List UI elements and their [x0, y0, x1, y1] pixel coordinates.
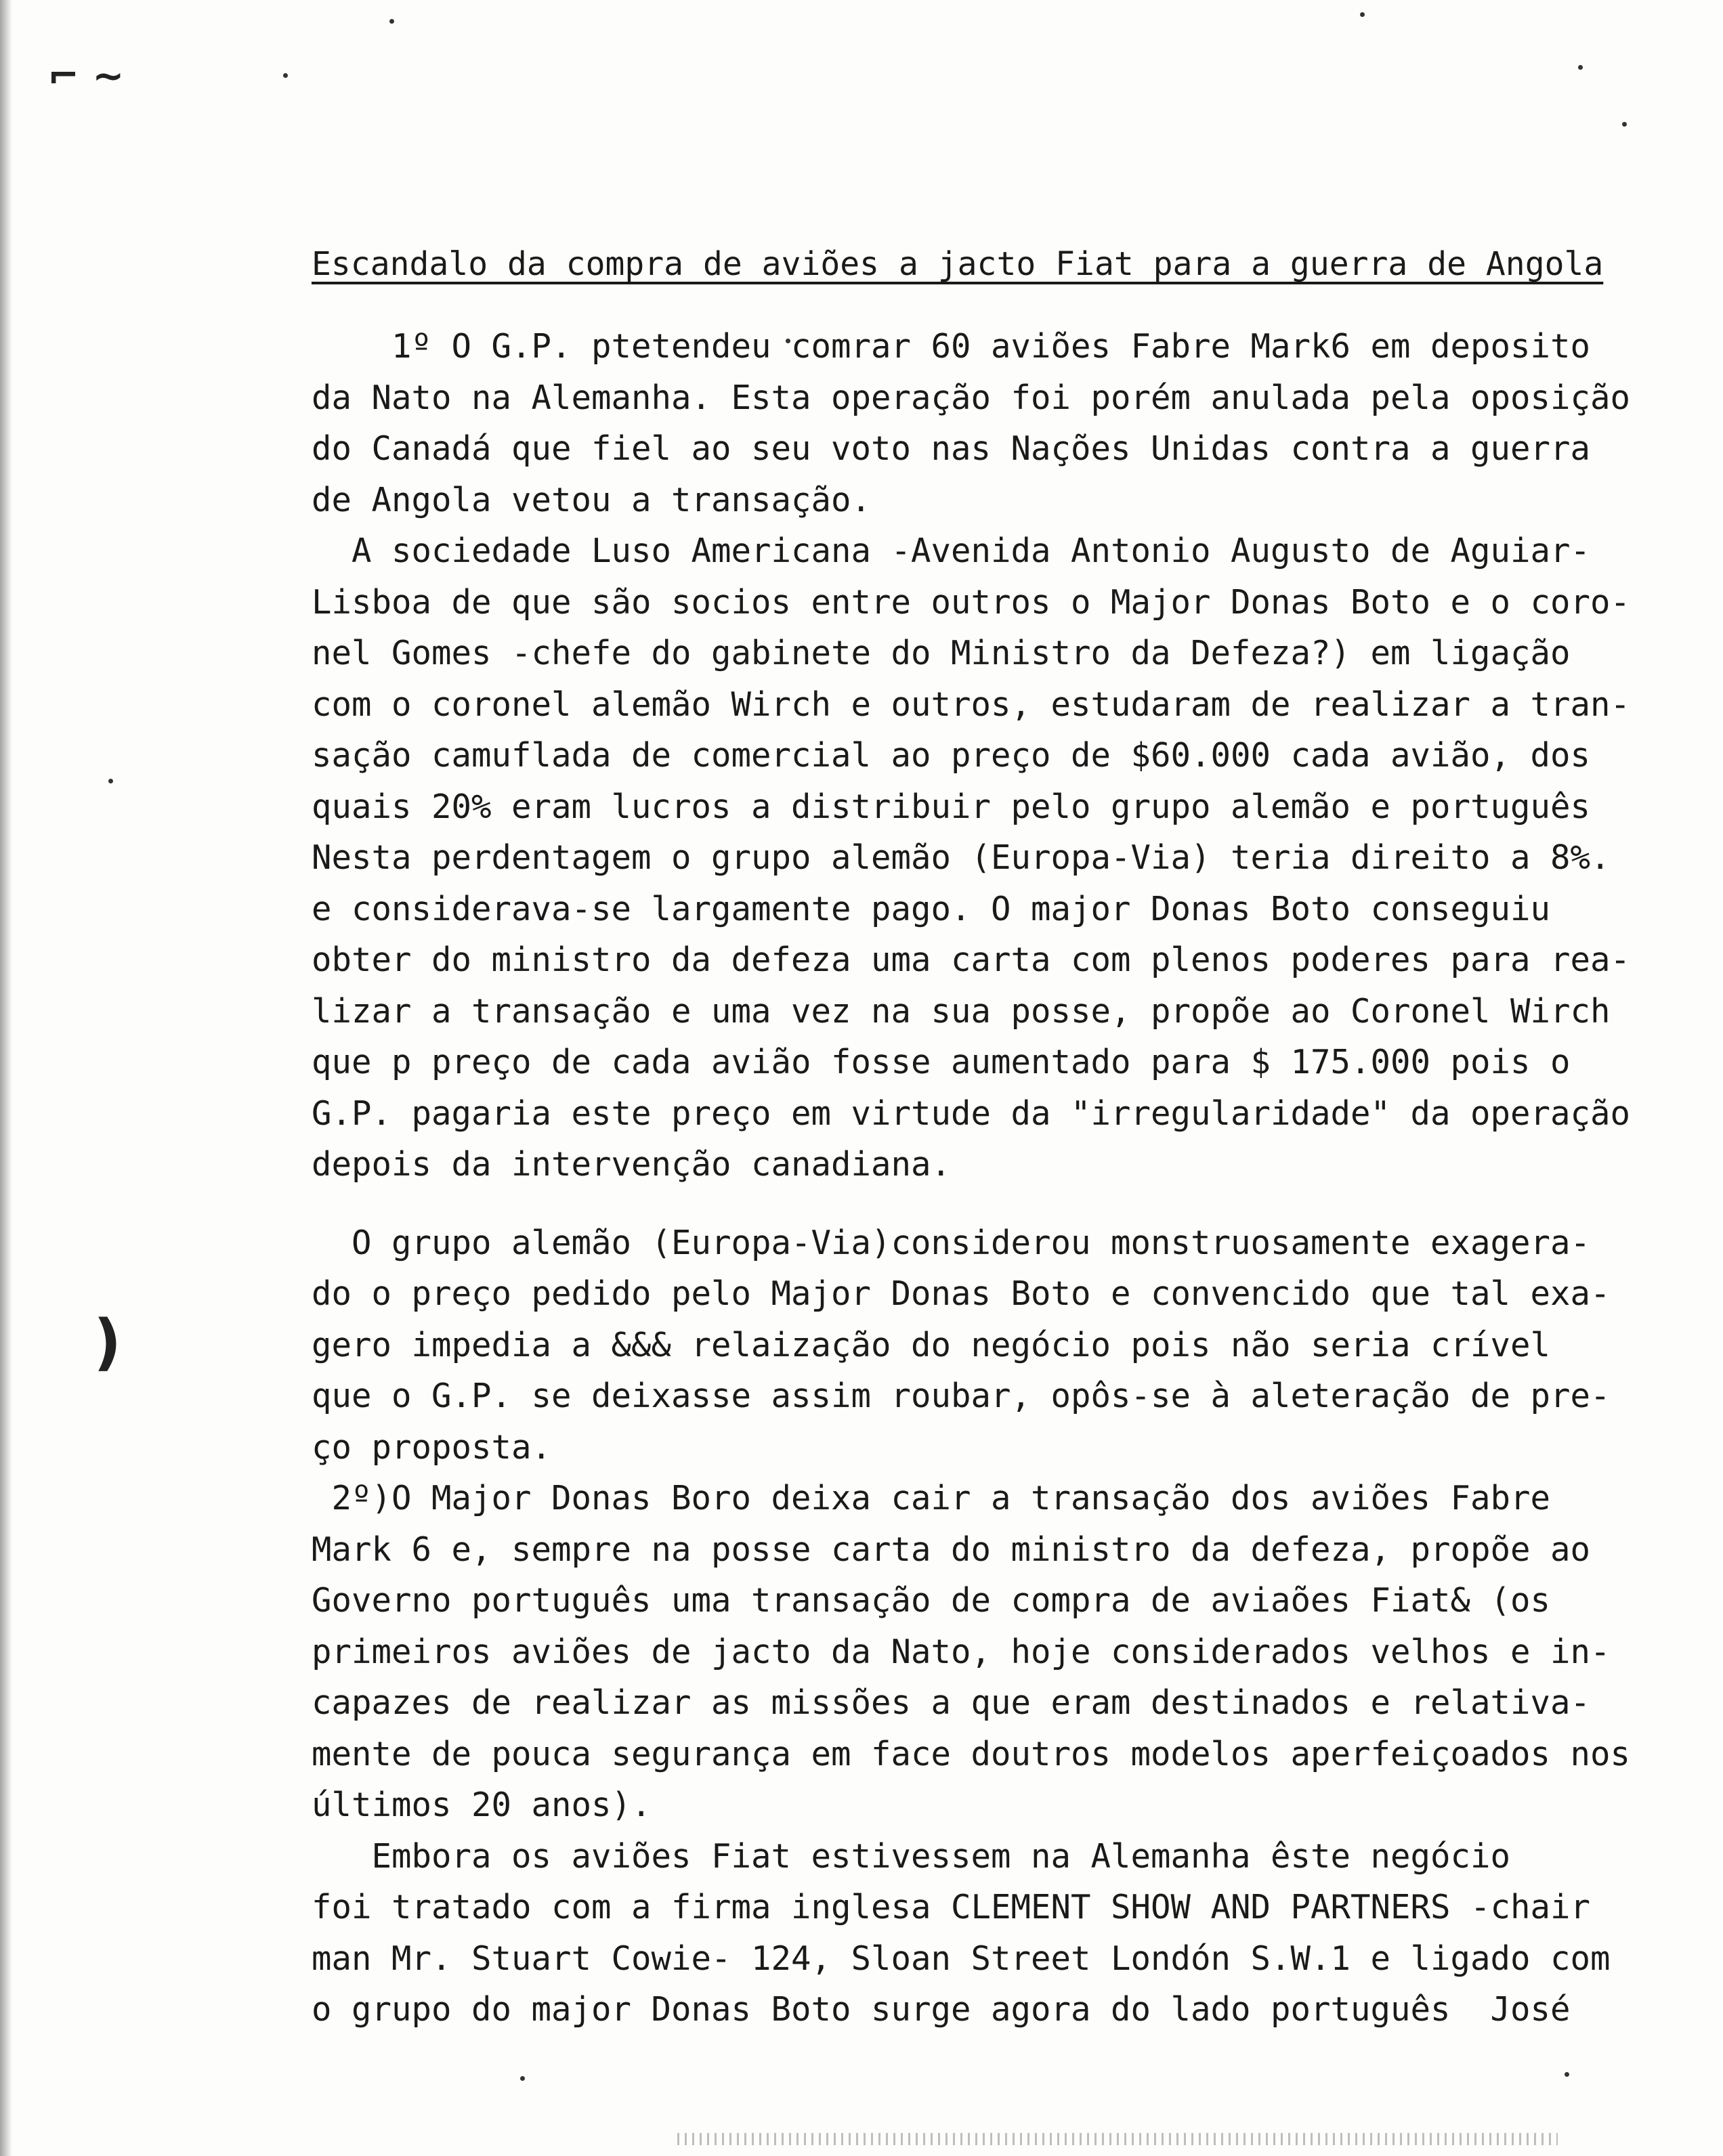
- text-line: sação camuflada de comercial ao preço de $60.000 cada avião, dos: [312, 736, 1591, 775]
- text-line: Nesta perdentagem o grupo alemão (Europa-Via) teria direito a 8%.: [312, 838, 1611, 877]
- text-line: ço proposta.: [312, 1427, 552, 1467]
- text-line: do o preço pedido pelo Major Donas Boto e convencido que tal exa-: [312, 1274, 1611, 1313]
- scan-mark-left-bracket: ): [93, 1307, 122, 1378]
- text-line: A sociedade Luso Americana -Avenida Antonio Augusto de Aguiar-: [312, 532, 1591, 570]
- scan-mark-top-left: ⌐ ~: [47, 54, 125, 98]
- text-line: com o coronel alemão Wirch e outros, estudaram de realizar a tran-: [312, 685, 1631, 724]
- text-line: o grupo do major Donas Boto surge agora do lado português José: [312, 1990, 1571, 2029]
- text-line: que p preço de cada avião fosse aumentado para $ 175.000 pois o: [312, 1043, 1571, 1081]
- text-line: que o G.P. se deixasse assim roubar, opôs-se à aleteração de pre-: [312, 1377, 1611, 1415]
- text-line: man Mr. Stuart Cowie- 124, Sloan Street Londón S.W.1 e ligado com: [312, 1939, 1611, 1978]
- text-line: depois da intervenção canadiana.: [312, 1145, 952, 1184]
- text-line: quais 20% eram lucros a distribuir pelo grupo alemão e português: [312, 787, 1591, 826]
- text-line: Governo português uma transação de compra de aviaões Fiat& (os: [312, 1581, 1551, 1620]
- text-line: Embora os aviões Fiat estivessem na Alemanha êste negócio: [312, 1836, 1511, 1876]
- text-line: da Nato na Alemanha. Esta operação foi porém anulada pela oposição: [312, 378, 1631, 417]
- text-line: lizar a transação e uma vez na sua posse, propõe ao Coronel Wirch: [312, 991, 1611, 1031]
- text-line: foi tratado com a firma inglesa CLEMENT SHOW AND PARTNERS -chair: [312, 1888, 1591, 1926]
- text-line: 2º)O Major Donas Boro deixa cair a transação dos aviões Fabre: [312, 1479, 1551, 1517]
- speck: [283, 73, 288, 78]
- text-line: G.P. pagaria este preço em virtude da "irregularidade" da operação: [312, 1094, 1631, 1133]
- text-line: capazes de realizar as missões a que eram destinados e relativa-: [312, 1683, 1591, 1722]
- text-line: obter do ministro da defeza uma carta com plenos poderes para rea-: [312, 941, 1631, 979]
- text-line: nel Gomes -chefe do gabinete do Ministro da Defeza?) em ligação: [312, 634, 1571, 672]
- speck: [1578, 65, 1583, 70]
- text-line: mente de pouca segurança em face doutros modelos aperfeiçoados nos: [312, 1734, 1631, 1773]
- speck: [1565, 2072, 1569, 2077]
- scan-edge-shadow: [0, 0, 12, 2156]
- text-line: O grupo alemão (Europa-Via)considerou monstruosamente exagera-: [312, 1223, 1591, 1262]
- text-line: de Angola vetou a transação.: [312, 480, 872, 519]
- document-heading: Escandalo da compra de aviões a jacto Fiat para a guerra de Angola: [312, 245, 1604, 283]
- text-line: do Canadá que fiel ao seu voto nas Nações Unidas contra a guerra: [312, 429, 1591, 468]
- speck: [108, 779, 113, 783]
- text-line: 1º O G.P. ptetendeu comrar 60 aviões Fabre Mark6 em deposito: [312, 327, 1591, 366]
- paragraph-gap: [312, 1190, 1700, 1217]
- text-line: últimos 20 anos).: [312, 1786, 652, 1824]
- text-line: primeiros aviões de jacto da Nato, hoje considerados velhos e in-: [312, 1632, 1611, 1671]
- speck: [1360, 12, 1365, 17]
- speck: [1622, 122, 1627, 127]
- text-line: gero impedia a &&& relaização do negócio pois não seria crível: [312, 1325, 1551, 1364]
- scan-noise-bottom: [677, 2133, 1558, 2145]
- typewritten-text: [312, 244, 1700, 2035]
- speck: [520, 2076, 525, 2081]
- speck: [389, 19, 394, 24]
- text-line: Lisboa de que são socios entre outros o Major Donas Boto e o coro-: [312, 582, 1631, 622]
- text-line: Mark 6 e, sempre na posse carta do ministro da defeza, propõe ao: [312, 1530, 1591, 1569]
- text-line: e considerava-se largamente pago. O major Donas Boto conseguiu: [312, 889, 1551, 928]
